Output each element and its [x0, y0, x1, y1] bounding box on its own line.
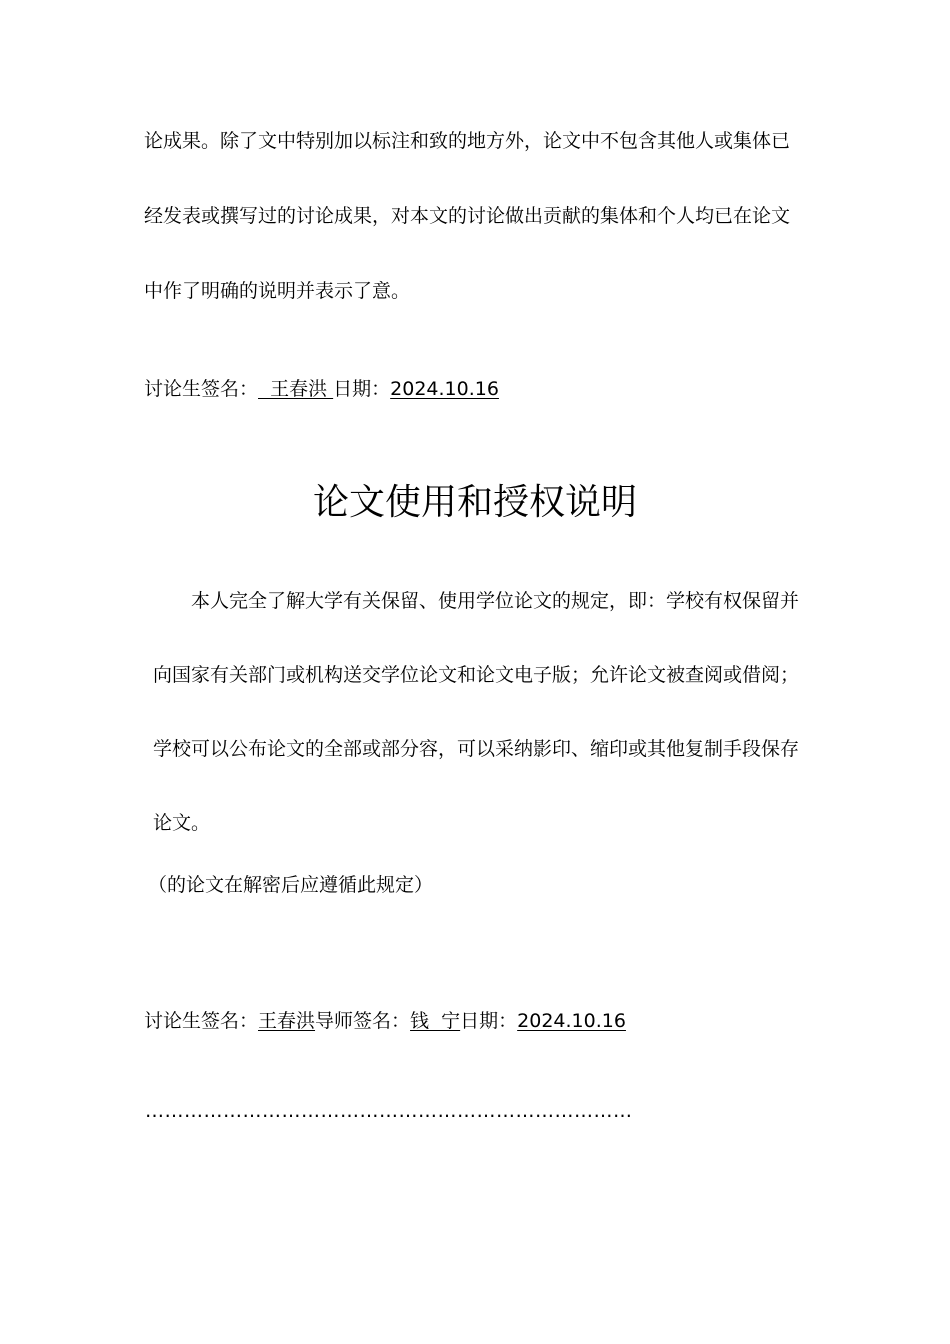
- authorization-line-1: 本人完全了解大学有关保留、使用学位论文的规定，即：学校有权保留并: [191, 590, 800, 612]
- date-label: 日期：: [333, 378, 391, 400]
- student-signature-name: 王春洪: [258, 1010, 316, 1032]
- student-signature-label: 讨论生签名：: [144, 378, 259, 400]
- student-signature-label: 讨论生签名：: [144, 1010, 259, 1032]
- dotted-separator: …………………………………………………………………: [145, 1100, 633, 1122]
- student-signature-name: 王春洪: [258, 378, 334, 400]
- declaration-line-3: 中作了明确的说明并表示了意。: [144, 280, 411, 302]
- authorization-line-2: 向国家有关部门或机构送交学位论文和论文电子版；允许论文被查阅或借阅；: [153, 664, 800, 686]
- date-value: 2024.10.16: [517, 1010, 626, 1032]
- declaration-signature-line: [144, 377, 499, 401]
- authorization-note: （的论文在解密后应遵循此规定）: [148, 874, 434, 896]
- advisor-signature-label: 导师签名：: [315, 1010, 411, 1032]
- authorization-line-4: 论文。: [153, 812, 211, 834]
- date-label: 日期：: [460, 1010, 518, 1032]
- authorization-signature-line: [144, 1009, 626, 1033]
- declaration-line-2: 经发表或撰写过的讨论成果，对本文的讨论做出贡献的集体和个人均已在论文: [144, 205, 791, 227]
- advisor-signature-name: 钱 宁: [410, 1010, 461, 1032]
- authorization-title: 论文使用和授权说明: [312, 482, 637, 523]
- date-value: 2024.10.16: [390, 378, 499, 400]
- authorization-line-3: 学校可以公布论文的全部或部分容，可以采纳影印、缩印或其他复制手段保存: [153, 738, 800, 760]
- declaration-line-1: 论成果。除了文中特别加以标注和致的地方外，论文中不包含其他人或集体已: [144, 130, 791, 152]
